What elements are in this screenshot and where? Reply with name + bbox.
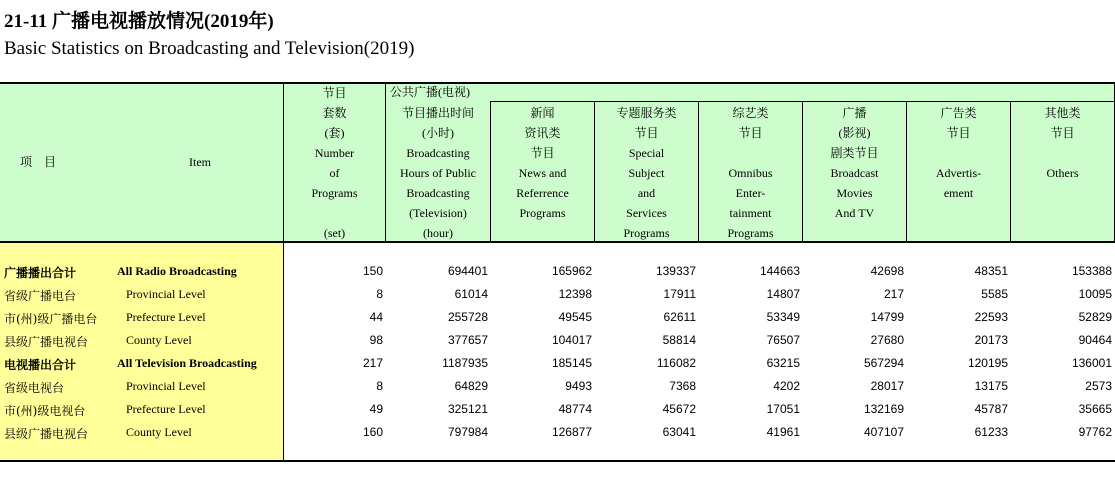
table-cell: 62611 (663, 310, 696, 324)
header-text: 剧类节目 (830, 146, 879, 160)
header-text: 资讯类 (524, 126, 561, 140)
table-cell: 217 (883, 287, 904, 301)
header-text: Broadcasting (406, 186, 470, 200)
header-text: (套) (324, 126, 345, 140)
header-item-en: Item (189, 155, 211, 169)
table-row (0, 329, 1115, 352)
table-row (0, 375, 1115, 398)
table-cell: 48351 (974, 264, 1008, 278)
table-cell: 58814 (662, 333, 696, 347)
header-text: 节目 (946, 126, 971, 140)
table-cell: 53349 (766, 310, 800, 324)
table-row (0, 283, 1115, 306)
table-cell: 325121 (447, 402, 488, 416)
table-cell: 139337 (655, 264, 696, 278)
header-item-cn: 项 目 (19, 155, 56, 169)
header-text: 综艺类 (732, 106, 769, 120)
table-header-rule (0, 241, 1115, 243)
row-label-cn: 县级广播电视台 (4, 335, 89, 349)
table-cell: 694401 (447, 264, 488, 278)
header-text: And TV (834, 206, 875, 220)
header-text: Advertis- (935, 166, 982, 180)
header-text: 节目 (634, 126, 659, 140)
header-text: Hours of Public (400, 166, 476, 180)
header-text: 广告类 (940, 106, 977, 120)
table-cell: 14799 (870, 310, 904, 324)
header-text (284, 203, 385, 223)
table-cell: 98 (369, 333, 383, 347)
table-row (0, 398, 1115, 421)
table-row (0, 260, 1115, 283)
table-row (0, 421, 1115, 444)
header-text: 其他类 (1044, 106, 1081, 120)
header-movies (803, 103, 906, 223)
row-label-cn: 市(州)级广播电台 (4, 312, 98, 326)
table-bottom-rule (0, 460, 1115, 462)
table-cell: 160 (362, 425, 383, 439)
table-cell: 48774 (558, 402, 592, 416)
header-text: 专题服务类 (616, 106, 677, 120)
table-cell: 49545 (558, 310, 592, 324)
table-cell: 27680 (870, 333, 904, 347)
table-cell: 132169 (863, 402, 904, 416)
header-text: Programs (519, 206, 566, 220)
header-hours (386, 103, 490, 243)
page-title-cn: 21-11 广播电视播放情况(2019年) (4, 11, 274, 32)
table-cell: 17051 (766, 402, 800, 416)
header-text: Programs (623, 226, 670, 240)
table-cell: 42698 (870, 264, 904, 278)
header-text: 广播 (842, 106, 867, 120)
header-text: Special (628, 146, 665, 160)
row-label-en: Provincial Level (126, 379, 206, 393)
table-cell: 136001 (1071, 356, 1112, 370)
header-text: Subject (628, 166, 665, 180)
table-cell: 17911 (663, 287, 696, 301)
table-cell: 20173 (974, 333, 1008, 347)
header-text: 节目 (530, 146, 555, 160)
table-row (0, 352, 1115, 375)
row-label-en: Provincial Level (126, 287, 206, 301)
page-title-en: Basic Statistics on Broadcasting and Television(2019) (4, 38, 415, 59)
table-cell: 255728 (447, 310, 488, 324)
table-cell: 120195 (967, 356, 1008, 370)
table-cell: 144663 (759, 264, 800, 278)
row-label-en: County Level (126, 333, 192, 347)
header-text: (set) (323, 226, 346, 240)
table-cell: 8 (376, 287, 383, 301)
table-cell: 165962 (551, 264, 592, 278)
row-label-en: Prefecture Level (126, 402, 206, 416)
table-cell: 2573 (1085, 379, 1112, 393)
header-text: 节目 (1050, 126, 1075, 140)
header-text: Others (1046, 166, 1079, 180)
header-text: 节目 (738, 126, 763, 140)
header-text: (影视) (838, 126, 871, 140)
row-label-cn: 县级广播电视台 (4, 427, 89, 441)
header-text: tainment (729, 206, 772, 220)
header-text: ement (943, 186, 974, 200)
table-cell: 150 (362, 264, 383, 278)
header-ads (907, 103, 1010, 203)
header-programs (284, 83, 385, 243)
header-text: 新闻 (530, 106, 555, 120)
table-cell: 61014 (454, 287, 488, 301)
table-top-rule (0, 82, 1115, 84)
table-cell: 63041 (662, 425, 696, 439)
table-cell: 49 (369, 402, 383, 416)
table-cell: 52829 (1078, 310, 1112, 324)
table-cell: 64829 (454, 379, 488, 393)
header-text: of (329, 166, 340, 180)
header-text: Enter- (735, 186, 766, 200)
table-cell: 28017 (870, 379, 904, 393)
table-cell: 44 (369, 310, 383, 324)
table-cell: 97762 (1078, 425, 1112, 439)
table-cell: 217 (362, 356, 383, 370)
row-label-cn: 广播播出合计 (4, 266, 77, 280)
table-cell: 41961 (766, 425, 800, 439)
table-cell: 4202 (773, 379, 800, 393)
header-news (491, 103, 594, 223)
table-cell: 104017 (551, 333, 592, 347)
table-cell: 407107 (863, 425, 904, 439)
header-text (699, 143, 802, 163)
table-cell: 12398 (558, 287, 592, 301)
header-text: 套数 (322, 106, 347, 120)
table-cell: 9493 (565, 379, 592, 393)
header-text: Movies (836, 186, 873, 200)
table-cell: 14807 (766, 287, 800, 301)
header-text: Referrence (516, 186, 569, 200)
table-cell: 90464 (1078, 333, 1112, 347)
table-cell: 45672 (662, 402, 696, 416)
table-cell: 8 (376, 379, 383, 393)
header-others (1011, 103, 1114, 183)
header-text: Services (626, 206, 667, 220)
row-label-en: Prefecture Level (126, 310, 206, 324)
header-text: Programs (727, 226, 774, 240)
row-label-cn: 市(州)级电视台 (4, 404, 86, 418)
table-cell: 1187935 (442, 356, 488, 370)
header-text: 节目 (322, 86, 347, 100)
table-cell: 10095 (1078, 287, 1112, 301)
header-text: (Television) (409, 206, 467, 220)
header-text: News and (518, 166, 567, 180)
header-text: Programs (311, 186, 358, 200)
row-label-cn: 省级电视台 (4, 381, 65, 395)
table-cell: 22593 (974, 310, 1008, 324)
group-header-rule (490, 101, 1115, 102)
header-public-group: 公共广播(电视) (390, 85, 470, 99)
table-cell: 797984 (447, 425, 488, 439)
header-text: (hour) (423, 226, 453, 240)
table-cell: 126877 (551, 425, 592, 439)
table-cell: 7368 (669, 379, 696, 393)
table-cell: 185145 (551, 356, 592, 370)
table-cell: 61233 (974, 425, 1008, 439)
table-cell: 63215 (766, 356, 800, 370)
header-text: Broadcasting (406, 146, 470, 160)
row-label-cn: 电视播出合计 (4, 358, 77, 372)
header-text (907, 143, 1010, 163)
table-cell: 116082 (656, 356, 696, 370)
table-cell: 377657 (447, 333, 488, 347)
header-text: Broadcast (830, 166, 879, 180)
header-text: and (637, 186, 656, 200)
header-omnibus (699, 103, 802, 243)
row-label-cn: 省级广播电台 (4, 289, 77, 303)
header-text: (小时) (422, 126, 454, 140)
table-row (0, 306, 1115, 329)
table-cell: 45787 (974, 402, 1008, 416)
row-label-en: All Radio Broadcasting (117, 264, 237, 278)
header-text (1011, 143, 1114, 163)
table-cell: 153388 (1071, 264, 1112, 278)
table-cell: 567294 (863, 356, 904, 370)
header-text: 节目播出时间 (401, 106, 474, 120)
table-cell: 13175 (974, 379, 1008, 393)
table-cell: 35665 (1078, 402, 1112, 416)
header-text: Omnibus (728, 166, 773, 180)
header-special (595, 103, 698, 243)
row-label-en: All Television Broadcasting (117, 356, 257, 370)
header-text: Number (314, 146, 355, 160)
row-label-en: County Level (126, 425, 192, 439)
table-cell: 5585 (981, 287, 1008, 301)
table-cell: 76507 (766, 333, 800, 347)
